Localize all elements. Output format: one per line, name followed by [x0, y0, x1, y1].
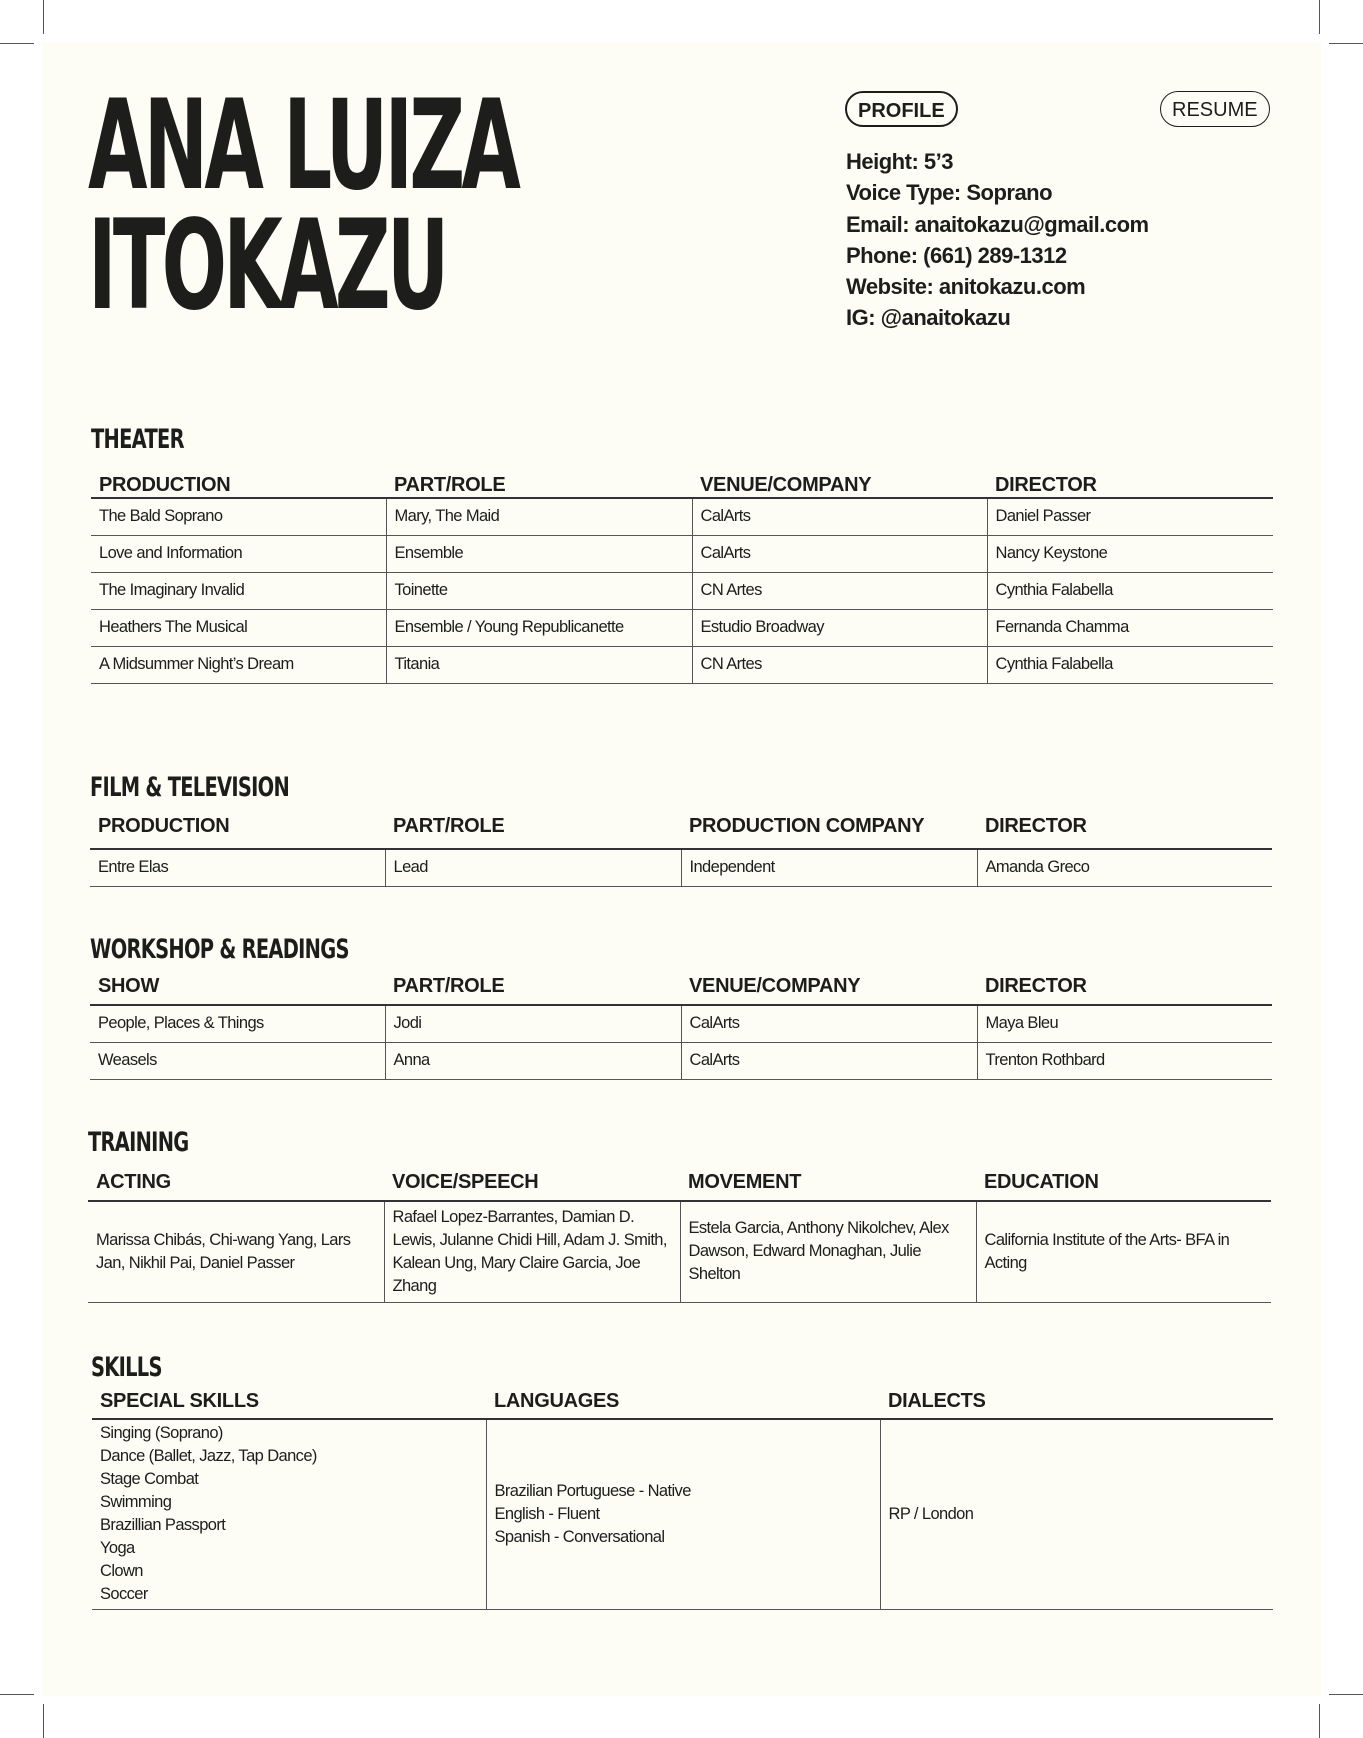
- instagram-info[interactable]: IG: @anaitokazu: [846, 305, 1011, 331]
- name-line-2: ITOKAZU: [88, 194, 446, 338]
- venue-cell: CalArts: [692, 535, 987, 572]
- skill-item: Singing (Soprano): [100, 1424, 223, 1443]
- training-title: TRAINING: [88, 1127, 189, 1158]
- website-info[interactable]: Website: anitokazu.com: [846, 274, 1086, 300]
- director-cell: Maya Bleu: [977, 1005, 1272, 1042]
- role-cell: Ensemble: [386, 535, 692, 572]
- crop-mark: [1329, 1694, 1363, 1695]
- role-cell: Mary, The Maid: [386, 498, 692, 535]
- company-cell: Independent: [681, 849, 977, 886]
- crop-mark: [1319, 0, 1320, 34]
- name-line-1: ANA LUIZA: [88, 74, 518, 218]
- venue-cell: CalArts: [692, 498, 987, 535]
- table-row: [90, 1042, 1272, 1079]
- language-item: Spanish - Conversational: [494, 1527, 665, 1546]
- header-director: DIRECTOR: [977, 968, 1272, 1005]
- height-info: Height: 5’3: [846, 149, 953, 174]
- film-table: [90, 808, 1272, 887]
- role-cell: Ensemble / Young Republicanette: [386, 609, 692, 646]
- table-header-row: [92, 1384, 1273, 1419]
- header-production: PRODUCTION: [90, 808, 385, 849]
- venue-cell: CN Artes: [692, 646, 987, 683]
- movement-cell: Estela Garcia, Anthony Nikolchev, Alex Dawson, Edward Monaghan, Julie Shelton: [680, 1201, 976, 1302]
- profile-info: [846, 146, 1149, 334]
- venue-cell: CN Artes: [692, 572, 987, 609]
- role-cell: Titania: [386, 646, 692, 683]
- film-television-title: FILM & TELEVISION: [90, 772, 290, 803]
- header-production: PRODUCTION: [91, 462, 386, 498]
- crop-mark: [1319, 1704, 1320, 1738]
- director-cell: Fernanda Chamma: [987, 609, 1273, 646]
- header-movement: MOVEMENT: [680, 1163, 976, 1201]
- table-row: [91, 572, 1273, 609]
- header-director: DIRECTOR: [987, 462, 1273, 498]
- header-venue-company: VENUE/COMPANY: [692, 462, 987, 498]
- dialects-cell: [880, 1419, 1273, 1609]
- header-dialects: DIALECTS: [880, 1384, 1273, 1419]
- role-cell: Anna: [385, 1042, 681, 1079]
- production-cell: Heathers The Musical: [91, 609, 386, 646]
- venue-cell: CalArts: [681, 1005, 977, 1042]
- role-cell: Jodi: [385, 1005, 681, 1042]
- production-cell: Love and Information: [91, 535, 386, 572]
- skills-table: [92, 1384, 1273, 1610]
- skill-item: Soccer: [100, 1585, 148, 1604]
- header-voice-speech: VOICE/SPEECH: [384, 1163, 680, 1201]
- director-cell: Daniel Passer: [987, 498, 1273, 535]
- skill-item: Dance (Ballet, Jazz, Tap Dance): [100, 1447, 317, 1466]
- resume-button[interactable]: RESUME: [1160, 91, 1270, 127]
- table-row: [88, 1201, 1271, 1302]
- special-skills-cell: [92, 1419, 486, 1609]
- header-venue-company: VENUE/COMPANY: [681, 968, 977, 1005]
- header-production-company: PRODUCTION COMPANY: [681, 808, 977, 849]
- table-row: [91, 646, 1273, 683]
- table-row: [91, 498, 1273, 535]
- header-show: SHOW: [90, 968, 385, 1005]
- header-education: EDUCATION: [976, 1163, 1271, 1201]
- education-cell: California Institute of the Arts- BFA in Acting: [976, 1201, 1271, 1302]
- profile-button[interactable]: PROFILE: [845, 91, 958, 127]
- skill-item: Swimming: [100, 1493, 172, 1512]
- header-director: DIRECTOR: [977, 808, 1272, 849]
- skill-item: Yoga: [100, 1539, 135, 1558]
- languages-cell: [486, 1419, 880, 1609]
- crop-mark: [0, 1694, 34, 1695]
- training-table: [88, 1163, 1271, 1303]
- skill-item: Stage Combat: [100, 1470, 199, 1489]
- show-cell: Weasels: [90, 1042, 385, 1079]
- role-cell: Lead: [385, 849, 681, 886]
- header-languages: LANGUAGES: [486, 1384, 880, 1419]
- director-cell: Nancy Keystone: [987, 535, 1273, 572]
- crop-mark: [43, 0, 44, 34]
- crop-mark: [1329, 43, 1363, 44]
- header-acting: ACTING: [88, 1163, 384, 1201]
- venue-cell: Estudio Broadway: [692, 609, 987, 646]
- skills-title: SKILLS: [91, 1352, 162, 1383]
- language-item: English - Fluent: [494, 1504, 600, 1523]
- header-part-role: PART/ROLE: [385, 968, 681, 1005]
- workshop-table: [90, 968, 1272, 1080]
- table-row: [91, 609, 1273, 646]
- director-cell: Amanda Greco: [977, 849, 1272, 886]
- theater-title: THEATER: [91, 424, 184, 455]
- skill-item: Clown: [100, 1562, 143, 1581]
- production-cell: The Bald Soprano: [91, 498, 386, 535]
- table-header-row: [90, 968, 1272, 1005]
- table-row: [92, 1419, 1273, 1609]
- crop-mark: [0, 43, 34, 44]
- header-part-role: PART/ROLE: [385, 808, 681, 849]
- table-header-row: [88, 1163, 1271, 1201]
- actor-name: [88, 74, 518, 338]
- dialect-item: RP / London: [888, 1504, 974, 1523]
- crop-mark: [43, 1704, 44, 1738]
- table-row: [90, 849, 1272, 886]
- phone-info[interactable]: Phone: (661) 289-1312: [846, 242, 1067, 268]
- voice-speech-cell: Rafael Lopez-Barrantes, Damian D. Lewis, Julanne Chidi Hill, Adam J. Smith, Kalean Ung, Mary Claire Garcia, Joe Zhang: [384, 1201, 680, 1302]
- production-cell: A Midsummer Night’s Dream: [91, 646, 386, 683]
- email-info[interactable]: Email: anaitokazu@gmail.com: [846, 211, 1149, 237]
- director-cell: Cynthia Falabella: [987, 646, 1273, 683]
- show-cell: People, Places & Things: [90, 1005, 385, 1042]
- header-special-skills: SPECIAL SKILLS: [92, 1384, 486, 1419]
- skill-item: Brazillian Passport: [100, 1516, 226, 1535]
- theater-table: [91, 462, 1273, 684]
- table-row: [90, 1005, 1272, 1042]
- table-header-row: [90, 808, 1272, 849]
- role-cell: Toinette: [386, 572, 692, 609]
- venue-cell: CalArts: [681, 1042, 977, 1079]
- production-cell: The Imaginary Invalid: [91, 572, 386, 609]
- voice-type-info: Voice Type: Soprano: [846, 180, 1053, 206]
- table-row: [91, 535, 1273, 572]
- header-part-role: PART/ROLE: [386, 462, 692, 498]
- table-header-row: [91, 462, 1273, 498]
- acting-cell: Marissa Chibás, Chi-wang Yang, Lars Jan, Nikhil Pai, Daniel Passer: [88, 1201, 384, 1302]
- workshop-readings-title: WORKSHOP & READINGS: [90, 934, 349, 965]
- director-cell: Cynthia Falabella: [987, 572, 1273, 609]
- production-cell: Entre Elas: [90, 849, 385, 886]
- director-cell: Trenton Rothbard: [977, 1042, 1272, 1079]
- language-item: Brazilian Portuguese - Native: [494, 1481, 691, 1500]
